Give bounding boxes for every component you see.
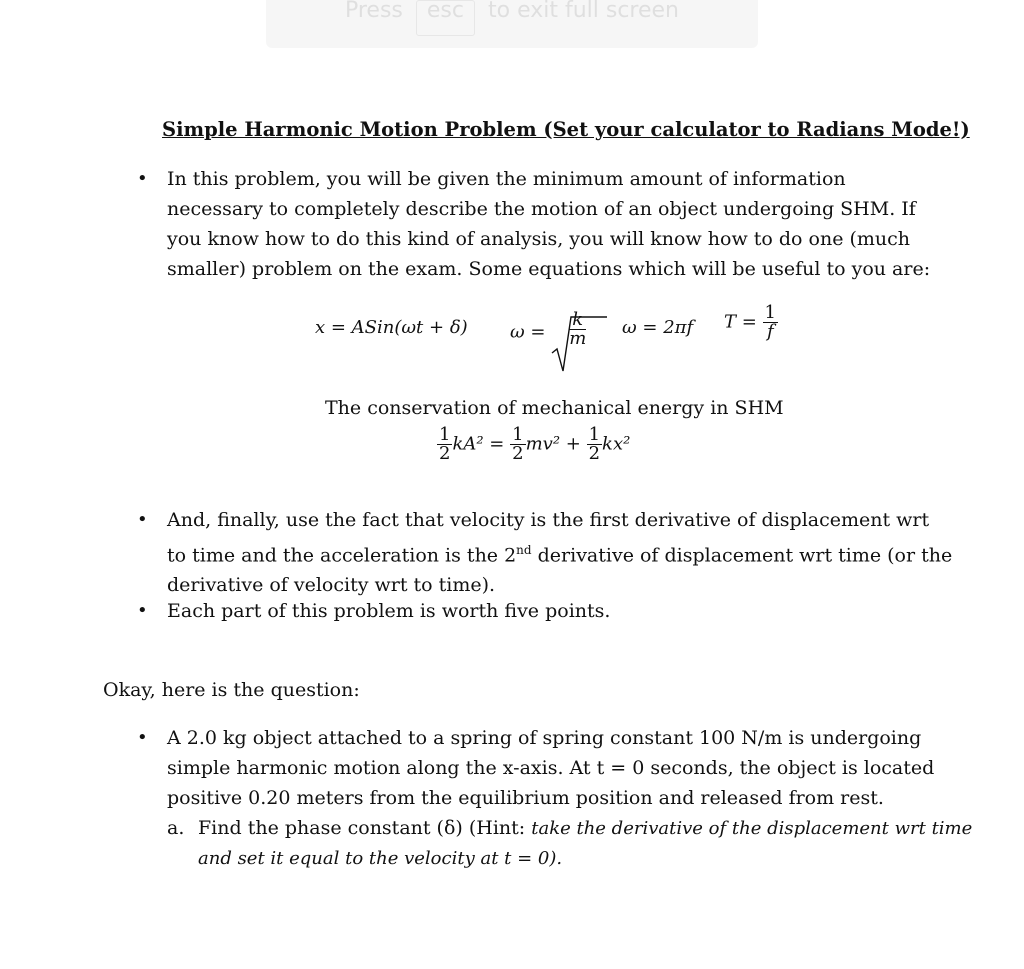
energy-term-kinetic: mv² + xyxy=(525,433,581,455)
bullet-icon: • xyxy=(137,600,148,621)
half-numerator: 1 xyxy=(512,424,524,445)
equation-displacement: x = ASin(ωt + δ) xyxy=(315,317,468,338)
fullscreen-hint-suffix: to exit full screen xyxy=(487,0,680,23)
part-a xyxy=(198,813,972,874)
points-note: Each part of this problem is worth five points. xyxy=(167,600,611,622)
equation-angular-frequency: ω = 2πf xyxy=(622,317,694,338)
bullet-icon: • xyxy=(137,727,148,748)
energy-term-potential: kx² xyxy=(602,433,631,455)
eq4-denominator: f xyxy=(766,321,774,342)
esc-key-badge: esc xyxy=(416,0,475,36)
part-a-label: a. xyxy=(167,817,185,839)
derivative-line: And, finally, use the fact that velocity is the first derivative of displacement wrt xyxy=(167,509,930,531)
question-line: positive 0.20 meters from the equilibrium position and released from rest. xyxy=(167,787,884,809)
derivative-line: derivative of velocity wrt to time). xyxy=(167,574,496,597)
fullscreen-hint-press: Press xyxy=(344,0,403,23)
page-title: Simple Harmonic Motion Problem (Set your calculator to Radians Mode!) xyxy=(162,118,970,141)
eq4-numerator: 1 xyxy=(764,302,776,323)
eq2-denominator: m xyxy=(569,328,587,349)
half-denominator: 2 xyxy=(512,443,524,464)
half-denominator: 2 xyxy=(439,443,451,464)
derivative-paragraph xyxy=(167,505,952,600)
equation-angular-frequency-sqrt xyxy=(510,309,587,349)
intro-paragraph xyxy=(167,164,930,284)
ordinal-suffix: nd xyxy=(516,543,532,557)
intro-line: smaller) problem on the exam. Some equations which will be useful to you are: xyxy=(167,258,931,280)
intro-line: you know how to do this kind of analysis, you will know how to do one (much xyxy=(167,228,911,250)
intro-line: necessary to completely describe the motion of an object undergoing SHM. If xyxy=(167,198,916,220)
question-paragraph xyxy=(167,723,934,813)
half-numerator: 1 xyxy=(439,424,451,445)
eq2-lhs: ω = xyxy=(510,321,546,343)
energy-caption: The conservation of mechanical energy in SHM xyxy=(325,397,784,419)
part-a-text: Find the phase constant (δ) (Hint: xyxy=(198,817,532,839)
energy-equation xyxy=(437,426,630,463)
derivative-line2-before: to time and the acceleration is the 2 xyxy=(167,544,517,567)
derivative-line xyxy=(167,535,952,570)
derivative-line2-after: derivative of displacement wrt time (or the xyxy=(531,544,953,567)
part-a-hint: take the derivative of the displacement wrt time xyxy=(531,818,973,839)
intro-line: In this problem, you will be given the minimum amount of information xyxy=(167,168,846,190)
question-line: A 2.0 kg object attached to a spring of spring constant 100 N/m is undergoing xyxy=(167,727,922,749)
half-numerator: 1 xyxy=(588,424,601,445)
question-intro: Okay, here is the question: xyxy=(103,679,360,701)
sqrt-symbol xyxy=(551,309,587,349)
part-a-hint-line2: and set it equal to the velocity at t = 0). xyxy=(198,848,563,869)
bullet-icon: • xyxy=(137,168,148,189)
energy-term-potential-max: kA² = xyxy=(452,433,505,455)
half-denominator: 2 xyxy=(588,443,601,464)
fullscreen-hint xyxy=(266,0,758,48)
eq4-lhs: T = xyxy=(724,311,757,333)
question-line: simple harmonic motion along the x-axis. At t = 0 seconds, the object is located xyxy=(167,757,935,779)
equation-period xyxy=(724,304,778,341)
bullet-icon: • xyxy=(137,509,148,530)
eq2-numerator: k xyxy=(569,311,586,330)
